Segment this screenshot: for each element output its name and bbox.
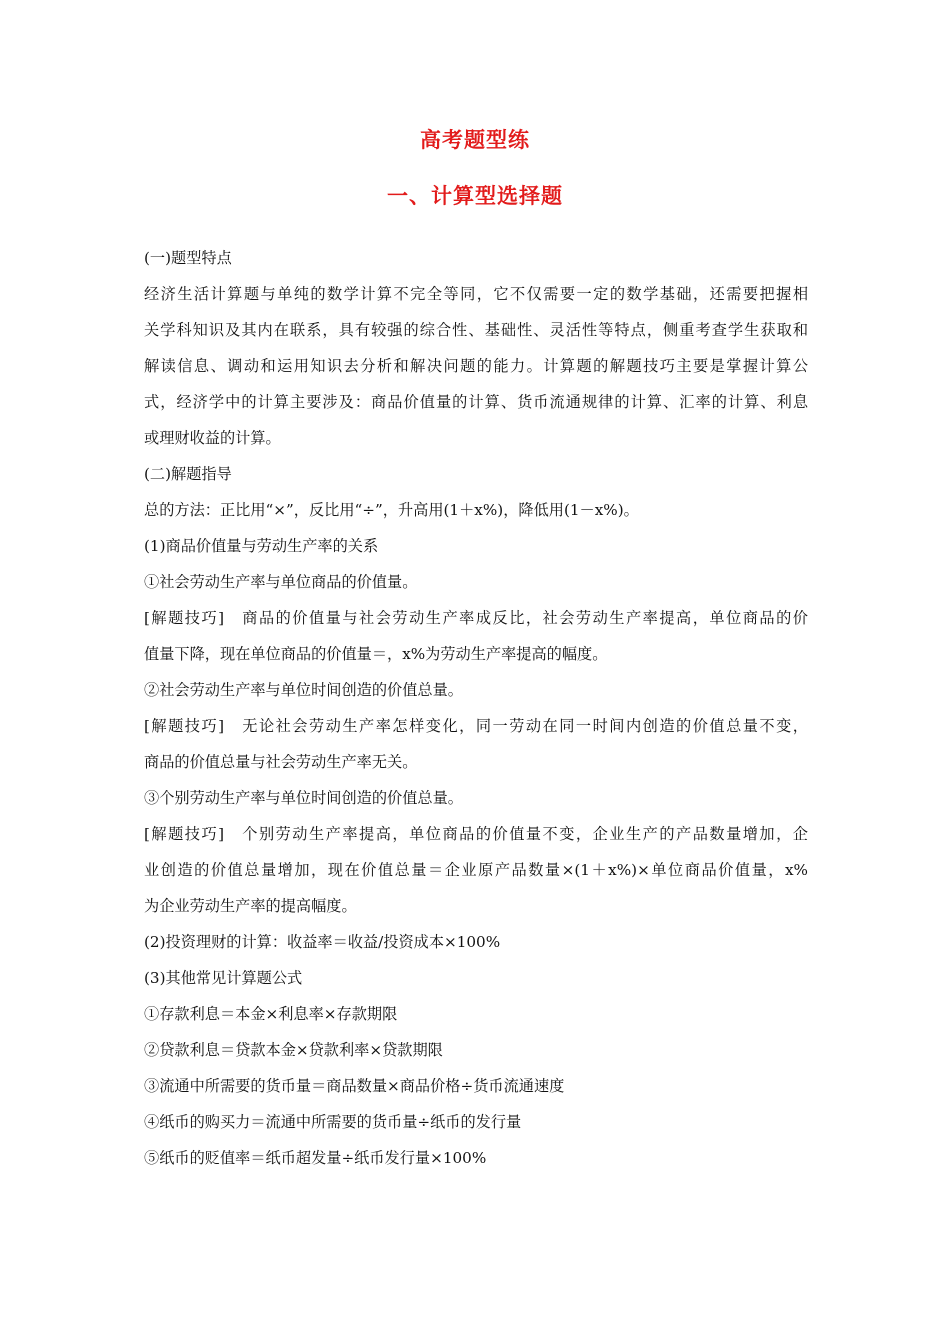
text-line: ⑤纸币的贬值率＝纸币超发量÷纸币发行量×100% xyxy=(144,1149,487,1167)
text-line: 为企业劳动生产率的提高幅度。 xyxy=(144,897,357,915)
text-line: [解题技巧] 无论社会劳动生产率怎样变化，同一劳动在同一时间内创造的价值总量不变， xyxy=(144,717,808,735)
text-line: 业创造的价值总量增加，现在价值总量＝企业原产品数量×(1＋x%)×单位商品价值量，x% xyxy=(144,861,808,879)
text-line: 值量下降，现在单位商品的价值量＝，x%为劳动生产率提高的幅度。 xyxy=(144,645,608,663)
text-line: (1)商品价值量与劳动生产率的关系 xyxy=(144,537,379,555)
text-line: ③个别劳动生产率与单位时间创造的价值总量。 xyxy=(144,789,463,807)
text-line: ②贷款利息＝贷款本金×贷款利率×贷款期限 xyxy=(144,1041,443,1059)
text-line: ④纸币的购买力＝流通中所需要的货币量÷纸币的发行量 xyxy=(144,1113,522,1131)
text-line: 关学科知识及其内在联系，具有较强的综合性、基础性、灵活性等特点，侧重考查学生获取和 xyxy=(144,321,808,339)
section-title: 一、计算型选择题 xyxy=(387,184,563,208)
text-line: ③流通中所需要的货币量＝商品数量×商品价格÷货币流通速度 xyxy=(144,1077,565,1095)
text-line: ②社会劳动生产率与单位时间创造的价值总量。 xyxy=(144,681,463,699)
text-line: [解题技巧] 商品的价值量与社会劳动生产率成反比，社会劳动生产率提高，单位商品的价 xyxy=(144,609,808,627)
text-line: 商品的价值总量与社会劳动生产率无关。 xyxy=(144,753,418,771)
text-line: 解读信息、调动和运用知识去分析和解决问题的能力。计算题的解题技巧主要是掌握计算公 xyxy=(144,357,808,375)
text-line: [解题技巧] 个别劳动生产率提高，单位商品的价值量不变，企业生产的产品数量增加，企 xyxy=(144,825,808,843)
text-line: (2)投资理财的计算：收益率＝收益/投资成本×100% xyxy=(144,933,501,951)
text-line: 或理财收益的计算。 xyxy=(144,429,281,447)
body-text xyxy=(144,240,808,1176)
text-line: ①存款利息＝本金×利息率×存款期限 xyxy=(144,1005,398,1023)
text-line: 总的方法：正比用“×”，反比用“÷”，升高用(1＋x%)，降低用(1－x%)。 xyxy=(144,501,639,519)
page-title: 高考题型练 xyxy=(420,128,530,152)
text-line: 经济生活计算题与单纯的数学计算不完全等同，它不仅需要一定的数学基础，还需要把握相 xyxy=(144,285,808,303)
text-line: 式，经济学中的计算主要涉及：商品价值量的计算、货币流通规律的计算、汇率的计算、利息 xyxy=(144,393,808,411)
text-line: ①社会劳动生产率与单位商品的价值量。 xyxy=(144,573,418,591)
text-line: (二)解题指导 xyxy=(144,465,232,483)
text-line: (3)其他常见计算题公式 xyxy=(144,969,303,987)
text-line: (一)题型特点 xyxy=(144,249,232,267)
